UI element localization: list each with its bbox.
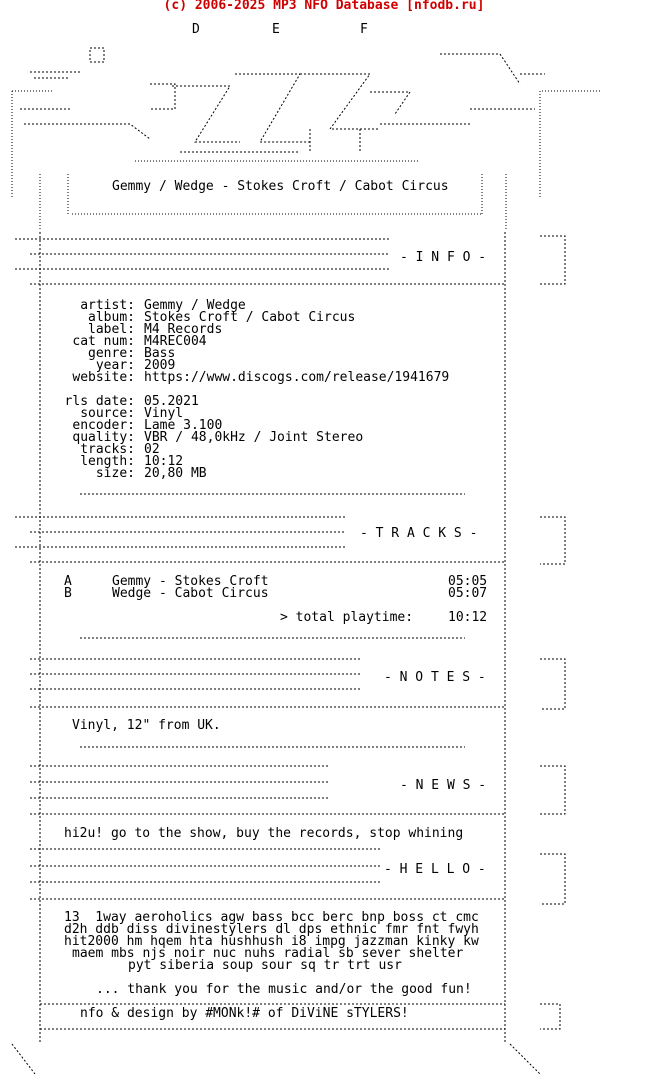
- logo-letter-f: F: [360, 22, 368, 37]
- info-row: year: 2009: [95, 358, 176, 373]
- info-row: genre: Bass: [88, 346, 176, 361]
- section-info-header: - I N F O -: [400, 250, 487, 265]
- greetings-line: hit2000 hm hqem hta hushhush i8 impg jazzman kinky kw: [64, 934, 479, 949]
- greetings-line: pyt siberia soup sour sq tr trt usr: [128, 958, 402, 973]
- total-playtime-value: 10:12: [448, 610, 488, 625]
- release-title: Gemmy / Wedge - Stokes Croft / Cabot Circus: [112, 179, 449, 194]
- track-time: 05:07: [448, 586, 488, 601]
- section-tracks-header: - T R A C K S -: [360, 526, 478, 541]
- rls-row: rls date: 05.2021: [64, 394, 199, 409]
- logo-letter-d: D: [192, 22, 200, 37]
- section-notes-header: - N O T E S -: [384, 670, 486, 685]
- info-row: artist: Gemmy / Wedge: [80, 298, 246, 313]
- greetings-line: maem mbs njs noir nuc nuhs radial sb sever shelter: [72, 946, 464, 961]
- rls-row: source: Vinyl: [80, 406, 184, 421]
- info-row: album: Stokes Croft / Cabot Circus: [88, 310, 356, 325]
- site-credit: (c) 2006-2025 MP3 NFO Database [nfodb.ru]: [163, 0, 485, 13]
- rls-row: quality: VBR / 48,0kHz / Joint Stereo: [72, 430, 364, 445]
- notes-text: Vinyl, 12" from UK.: [72, 718, 221, 733]
- ascii-art-canvas: [0, 14, 648, 1092]
- info-row: label: M4 Records: [88, 322, 223, 337]
- total-playtime-label: > total playtime:: [280, 610, 414, 625]
- track-row: A: [64, 574, 72, 589]
- greetings-line: 13 1way aeroholics agw bass bcc berc bnp boss ct cmc: [64, 910, 479, 925]
- track-row: B: [64, 586, 72, 601]
- logo-letter-e: E: [272, 22, 280, 37]
- footer-credit: nfo & design by #MONk!# of DiViNE sTYLERS!: [80, 1006, 409, 1021]
- rls-row: size: 20,80 MB: [95, 466, 207, 481]
- section-news-header: - N E W S -: [400, 778, 487, 793]
- track-title: Gemmy - Stokes Croft: [112, 574, 269, 589]
- greetings-line: d2h ddb diss divinestylers dl dps ethnic fmr fnt fwyh: [64, 922, 479, 937]
- rls-row: encoder: Lame 3.100: [72, 418, 223, 433]
- rls-row: tracks: 02: [80, 442, 160, 457]
- track-time: 05:05: [448, 574, 488, 589]
- rls-row: length: 10:12: [80, 454, 184, 469]
- info-row: cat num: M4REC004: [72, 334, 207, 349]
- section-hello-header: - H E L L O -: [384, 862, 486, 877]
- thanks-line: ... thank you for the music and/or the good fun!: [96, 982, 472, 997]
- info-row: website: https://www.discogs.com/release/1941679: [72, 370, 450, 385]
- news-text: hi2u! go to the show, buy the records, stop whining: [64, 826, 464, 841]
- track-title: Wedge - Cabot Circus: [112, 586, 269, 601]
